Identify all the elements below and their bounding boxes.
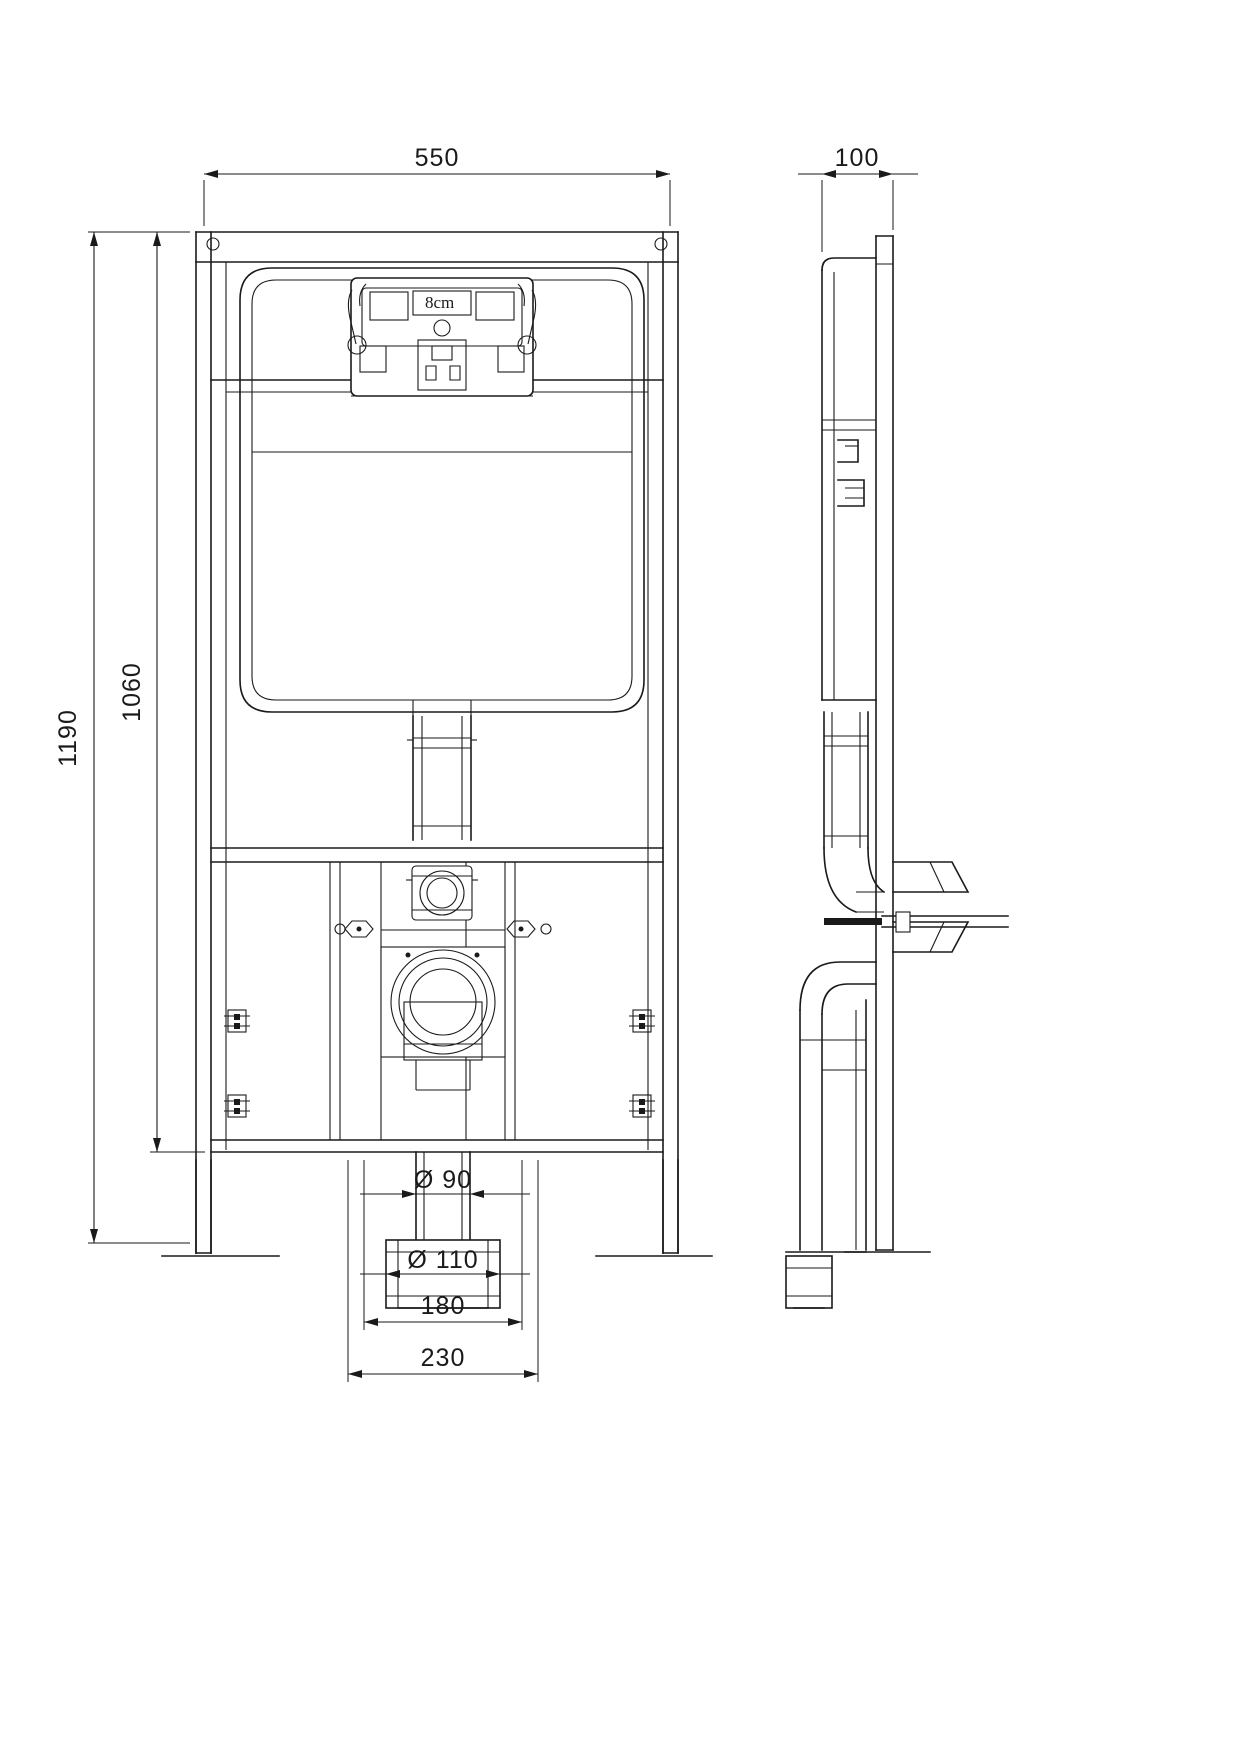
dim-outlet-diameter: Ø 90 [413, 1166, 473, 1194]
dim-inner-spacing: 180 [420, 1292, 466, 1320]
dim-front-width: 550 [414, 144, 460, 172]
front-view-group [162, 232, 712, 1308]
dim-waste-diameter: Ø 110 [407, 1246, 479, 1274]
side-view-group [786, 236, 1008, 1308]
dim-total-height: 1190 [54, 709, 82, 767]
dim-side-depth: 100 [834, 144, 880, 172]
dim-outer-spacing: 230 [420, 1344, 466, 1372]
dim-frame-height: 1060 [118, 662, 146, 722]
brand-logo-text: 8cm [425, 293, 455, 312]
